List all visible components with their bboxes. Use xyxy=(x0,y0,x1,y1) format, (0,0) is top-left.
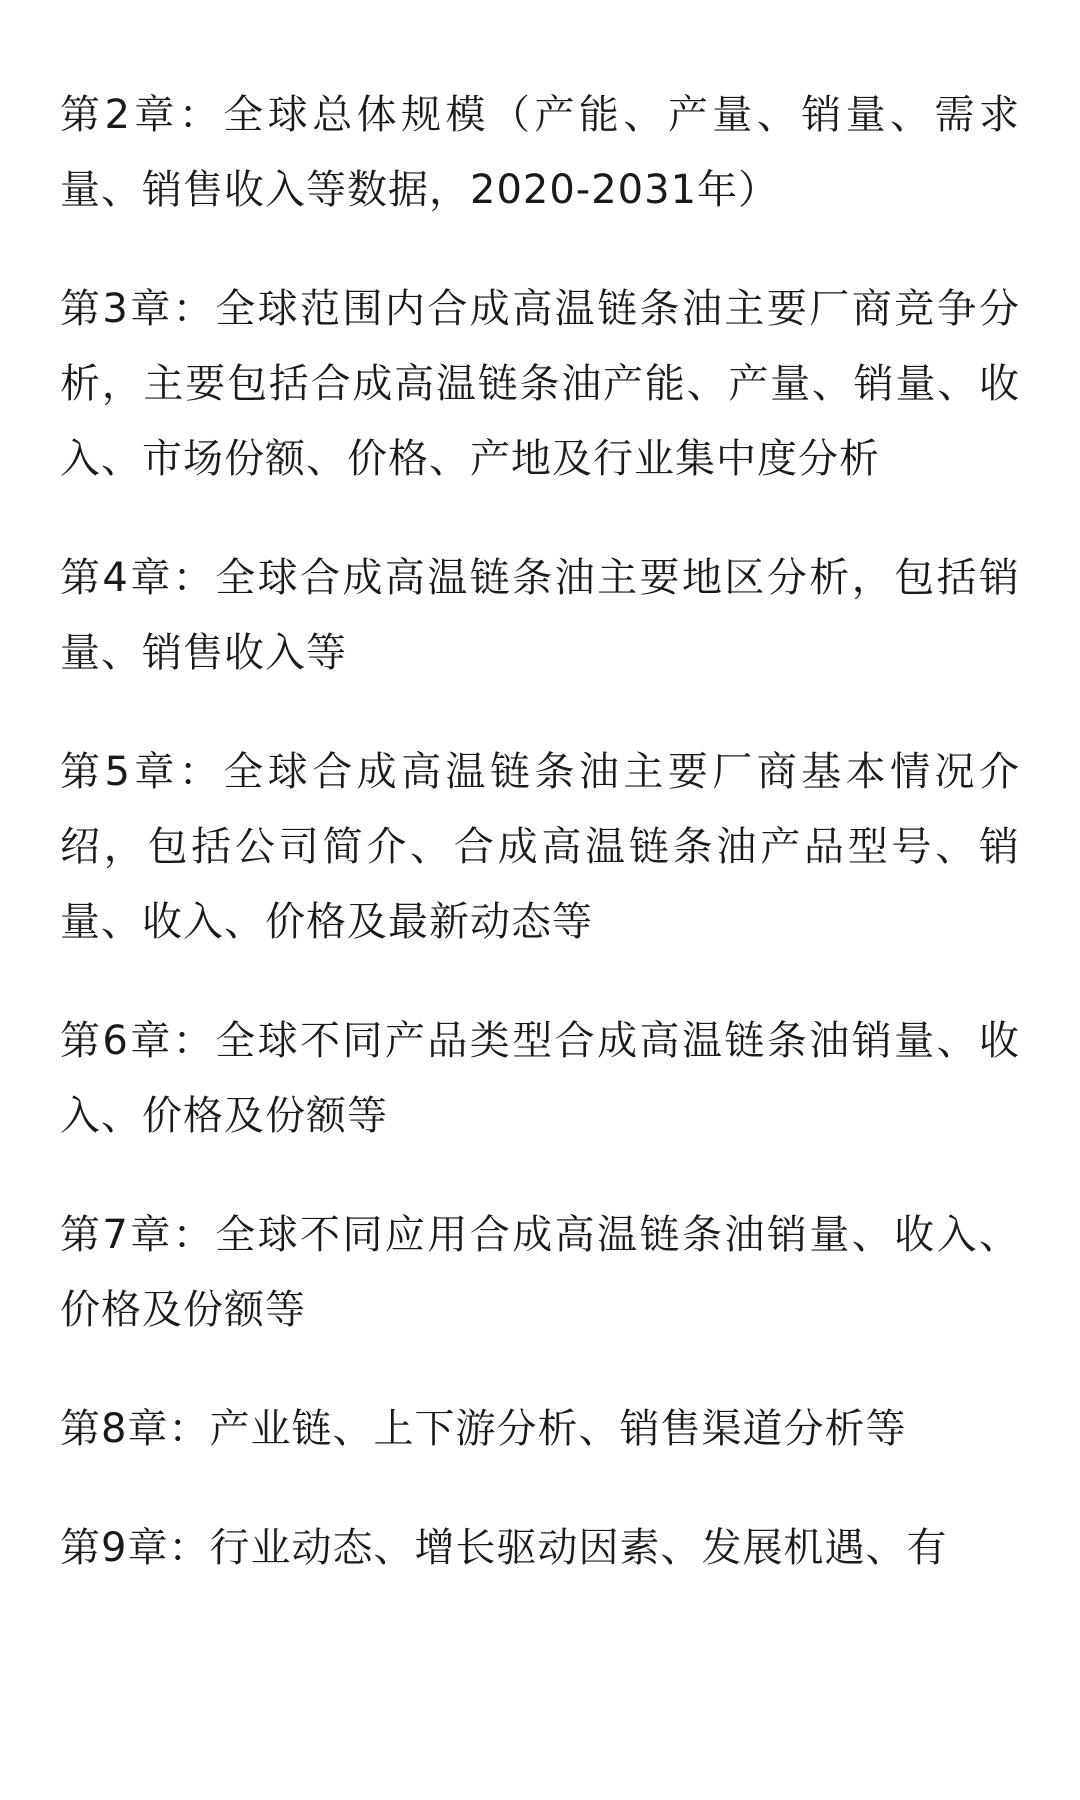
chapter-label: 第5章： xyxy=(60,749,224,795)
chapter-2-paragraph xyxy=(60,78,1020,228)
article-body xyxy=(60,78,1020,1630)
chapter-description: 全球不同产品类型合成高温链条油销量、收入、价格及份额等 xyxy=(60,1018,1020,1139)
chapter-label: 第7章： xyxy=(60,1212,216,1258)
chapter-4-paragraph xyxy=(60,541,1020,691)
chapter-description: 全球范围内合成高温链条油主要厂商竞争分析，主要包括合成高温链条油产能、产量、销量、收入、市场份额、价格、产地及行业集中度分析 xyxy=(60,286,1020,482)
chapter-description: 全球合成高温链条油主要地区分析，包括销量、销售收入等 xyxy=(60,555,1020,676)
chapter-6-paragraph xyxy=(60,1004,1020,1154)
chapter-label: 第6章： xyxy=(60,1018,216,1064)
chapter-description: 产业链、上下游分析、销售渠道分析等 xyxy=(209,1406,907,1452)
chapter-5-paragraph xyxy=(60,735,1020,960)
chapter-label: 第3章： xyxy=(60,286,216,332)
chapter-label: 第2章： xyxy=(60,92,224,138)
chapter-description: 全球总体规模（产能、产量、销量、需求量、销售收入等数据，2020-2031年） xyxy=(60,92,1021,213)
chapter-description: 全球不同应用合成高温链条油销量、收入、价格及份额等 xyxy=(60,1212,1020,1333)
chapter-7-paragraph xyxy=(60,1198,1020,1348)
chapter-8-paragraph xyxy=(60,1392,1020,1467)
chapter-description: 全球合成高温链条油主要厂商基本情况介绍，包括公司简介、合成高温链条油产品型号、销量、收入、价格及最新动态等 xyxy=(60,749,1021,945)
chapter-3-paragraph xyxy=(60,272,1020,497)
chapter-label: 第9章： xyxy=(60,1525,210,1571)
chapter-label: 第8章： xyxy=(60,1406,210,1452)
chapter-9-paragraph xyxy=(60,1511,1020,1586)
chapter-label: 第4章： xyxy=(60,555,216,601)
chapter-description: 行业动态、增长驱动因素、发展机遇、有 xyxy=(209,1525,948,1571)
